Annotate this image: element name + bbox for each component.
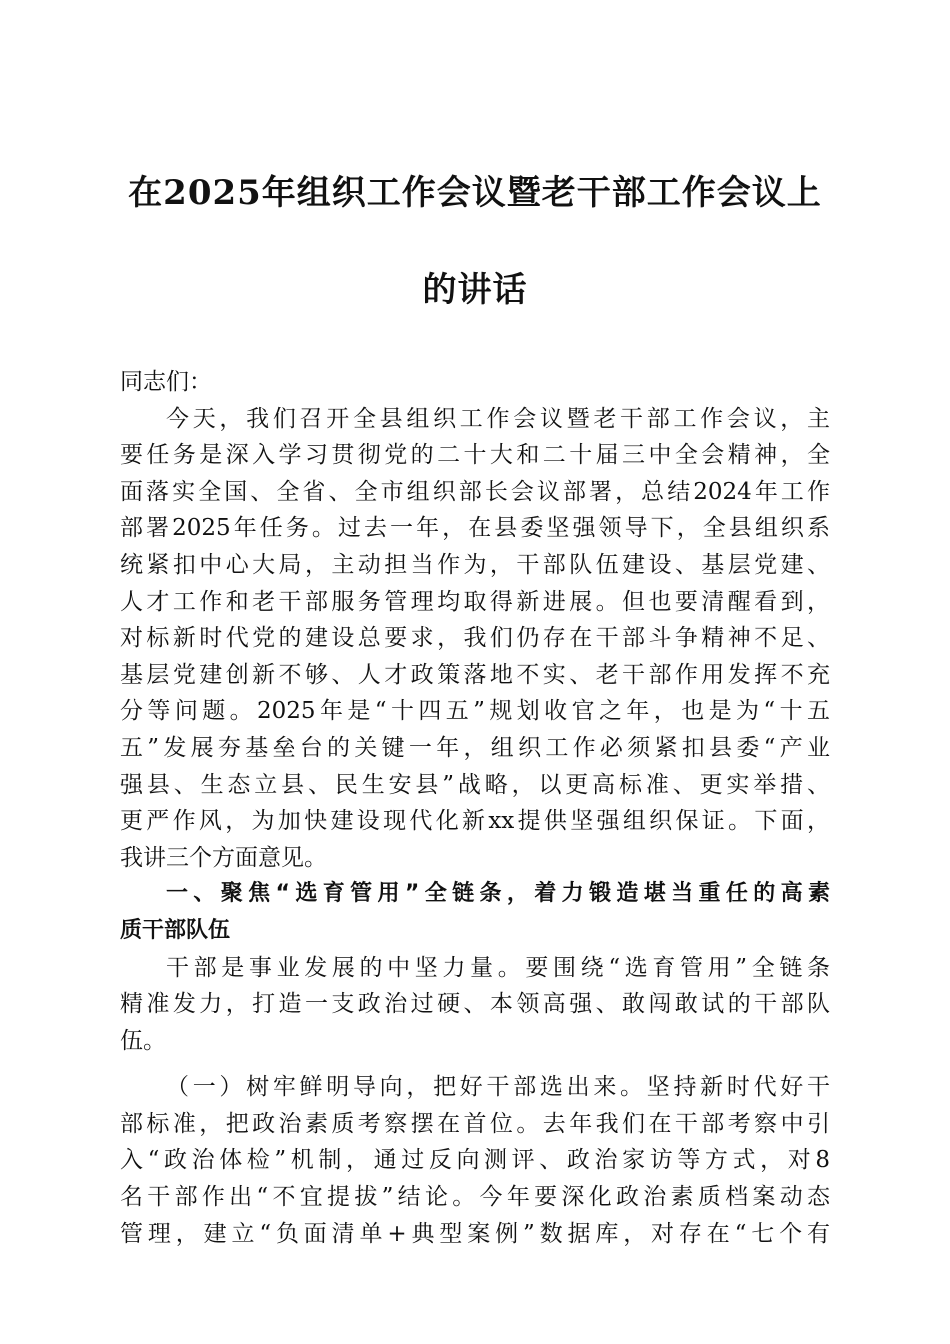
- paragraph-line: （一）树牢鲜明导向，把好干部选出来。坚持新时代好干: [166, 1074, 830, 1101]
- paragraph-line: 我讲三个方面意见。: [120, 844, 327, 871]
- paragraph-line: 伍。: [120, 1027, 166, 1054]
- paragraph-line: 部标准，把政治素质考察摆在首位。去年我们在干部考察中引: [120, 1110, 830, 1137]
- paragraph-line: 部署2025年任务。过去一年，在县委坚强领导下，全县组织系: [120, 515, 830, 542]
- paragraph-line: 入“政治体检”机制，通过反向测评、政治家访等方式，对8: [120, 1147, 830, 1174]
- paragraph-line: 统紧扣中心大局，主动担当作为，干部队伍建设、基层党建、: [120, 551, 830, 578]
- paragraph-spacer: [120, 1059, 830, 1069]
- paragraph-line: 精准发力，打造一支政治过硬、本领高强、敢闯敢试的干部队: [120, 991, 830, 1018]
- paragraph-line: 基层党建创新不够、人才政策落地不实、老干部作用发挥不充: [120, 661, 830, 688]
- paragraph-line: 分等问题。2025年是“十四五”规划收官之年，也是为“十五: [120, 698, 830, 725]
- paragraph-line: 面落实全国、全省、全市组织部长会议部署，总结2024年工作: [120, 478, 830, 505]
- heading-line: 一、聚焦“选育管用”全链条，着力锻造堪当重任的高素: [166, 881, 830, 907]
- heading-line: 质干部队伍: [120, 917, 231, 943]
- document-title-line-1: 在2025年组织工作会议暨老干部工作会议上: [128, 173, 822, 213]
- paragraph-line: 五”发展夯基垒台的关键一年，组织工作必须紧扣县委“产业: [120, 734, 830, 761]
- paragraph-line: 对标新时代党的建设总要求，我们仍存在干部斗争精神不足、: [120, 625, 830, 652]
- paragraph-line: 更严作风，为加快建设现代化新xx提供坚强组织保证。下面，: [120, 808, 830, 835]
- document-body: [120, 364, 830, 1252]
- section-intro-paragraph: [120, 950, 830, 1060]
- section-heading: [120, 876, 830, 949]
- paragraph-line: 管理，建立“负面清单+典型案例”数据库，对存在“七个有: [120, 1220, 830, 1247]
- paragraph-line: 干部是事业发展的中坚力量。要围绕“选育管用”全链条: [166, 954, 830, 981]
- paragraph-line: 强县、生态立县、民生安县”战略，以更高标准、更实举措、: [120, 771, 830, 798]
- paragraph-line: 要任务是深入学习贯彻党的二十大和二十届三中全会精神，全: [120, 442, 830, 469]
- paragraph-line: 人才工作和老干部服务管理均取得新进展。但也要清醒看到，: [120, 588, 830, 615]
- document-title-line-2: 的讲话: [422, 270, 528, 310]
- subsection-paragraph: [120, 1069, 830, 1252]
- salutation: 同志们：: [120, 369, 212, 395]
- paragraph-line: 今天，我们召开全县组织工作会议暨老干部工作会议，主: [166, 405, 830, 432]
- intro-paragraph: [120, 401, 830, 877]
- paragraph-line: 名干部作出“不宜提拔”结论。今年要深化政治素质档案动态: [120, 1184, 830, 1211]
